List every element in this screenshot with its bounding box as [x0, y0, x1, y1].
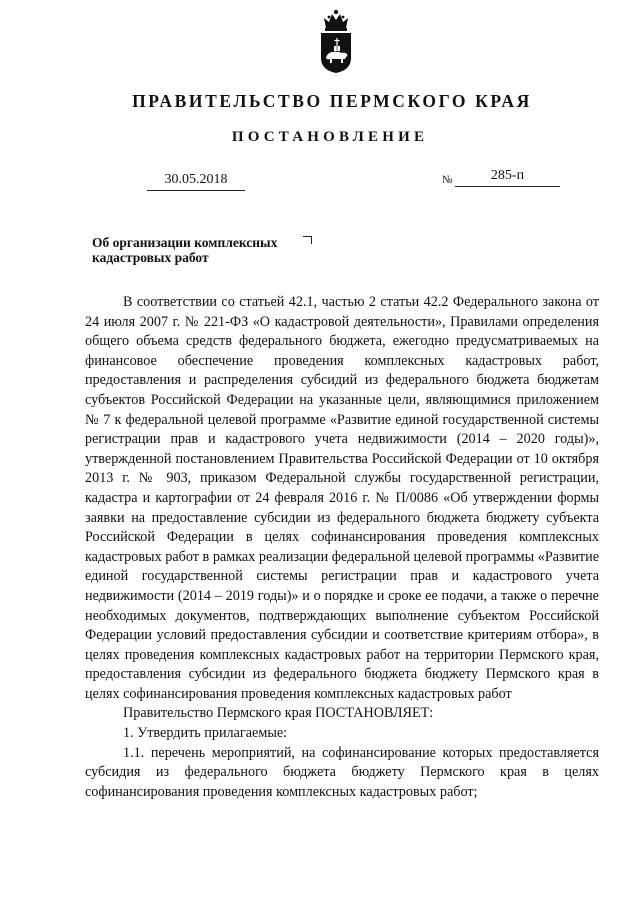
perm-krai-coat-of-arms-icon	[318, 8, 354, 74]
number-label: №	[442, 174, 453, 186]
body-paragraph-item-1: 1. Утвердить прилагаемые:	[123, 725, 288, 742]
body-paragraph-resolves: Правительство Пермского края ПОСТАНОВЛЯЕТ:	[123, 705, 434, 722]
subject-line-2: кадастровых работ	[92, 250, 209, 265]
subject-corner-mark	[303, 236, 312, 244]
document-body	[85, 293, 599, 802]
organization-title: ПРАВИТЕЛЬСТВО ПЕРМСКОГО КРАЯ	[132, 91, 532, 111]
body-paragraph-preamble: В соответствии со статьей 42.1, частью 2 статьи 42.2 Федерального закона от 24 июля 2007 г. № 221-ФЗ «О кадастровой деятельности», Правилами определения общего объема средств федерального бюджета, ежегодно предусматриваемых на финансовое обеспечение проведения комплексных кадастровых работ, предоставления и распределения субсидий из федерального бюджета бюджетам субъектов Российской Федерации на указанные цели, являющимися приложением № 7 к федеральной целевой программе «Развитие единой государственной системы регистрации прав и кадастрового учета недвижимости (2014 – 2020 годы)», утвержденной постановлением Правительства Российской Федерации от 10 октября 2013 г. № 903, приказом Федеральной службы государственной регистрации, кадастра и картографии от 24 февраля 2016 г. № П/0086 «Об утверждении формы заявки на предоставление субсидии из федерального бюджета бюджету субъекта Российской Федерации в целях софинансирования проведения комплексных кадастровых работ в рамках реализации федеральной целевой программы «Развитие единой государственной системы регистрации прав и кадастрового учета недвижимости (2014 – 2019 годы)» и о порядке и сроке ее подачи, а также о перечне необходимых документов, подтверждающих выполнение субъектом Российской Федерации условий предоставления субсидии и соответствие критериям отбора», в целях проведения комплексных кадастровых работ на территории Пермского края, предоставления субсидии из федерального бюджета бюджету Пермского края в целях софинансирования проведения комплексных кадастровых работ	[85, 294, 599, 702]
body-paragraph-item-1-1: 1.1. перечень мероприятий, на софинансирование которых предоставляется субсидия из федерального бюджета бюджету Пермского края в целях софинансирования проведения комплексных кадастровых работ;	[85, 744, 599, 800]
document-date: 30.05.2018	[147, 172, 245, 191]
document-number: 285-п	[455, 168, 560, 187]
subject-line-1: Об организации комплексных	[92, 235, 278, 250]
document-subject	[92, 235, 332, 265]
document-type: ПОСТАНОВЛЕНИЕ	[231, 129, 429, 145]
